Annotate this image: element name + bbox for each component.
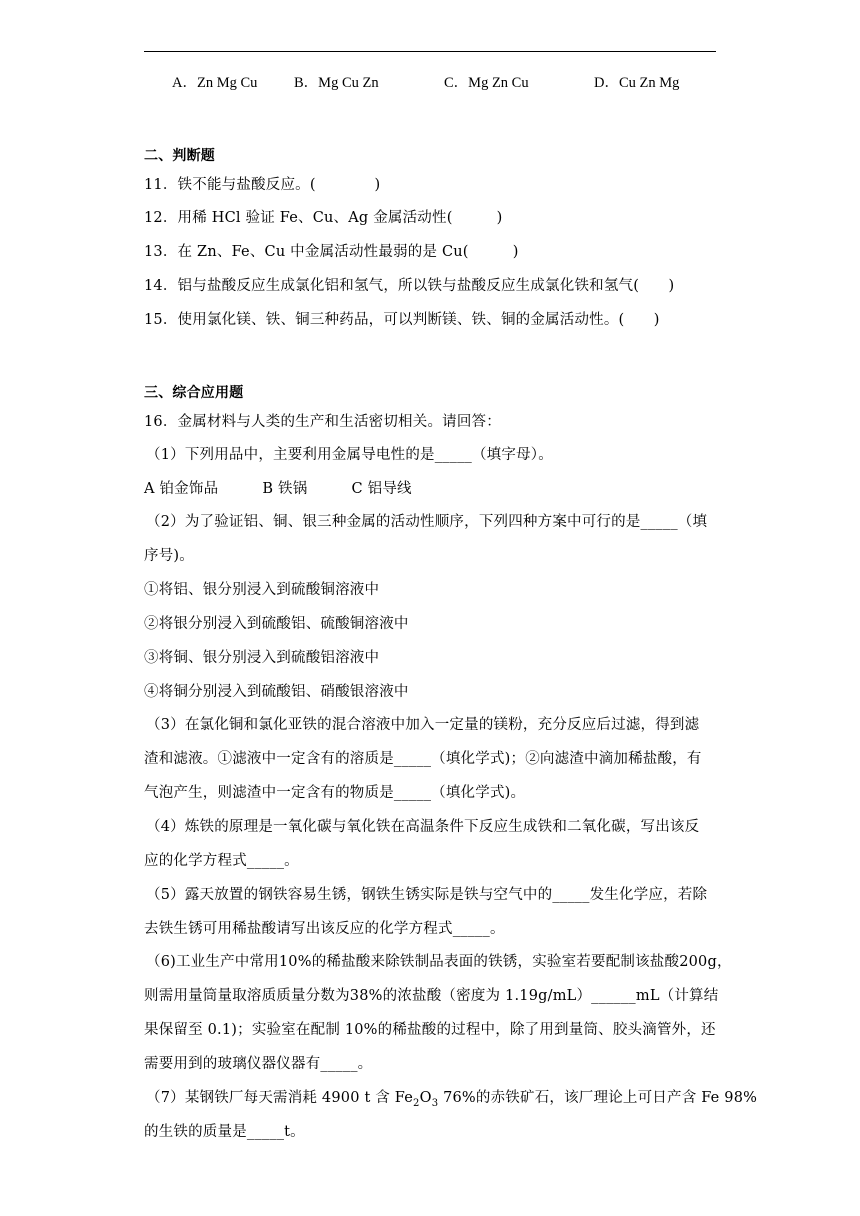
option-c: C．Mg Zn Cu xyxy=(444,75,529,91)
question-16-stem: 16．金属材料与人类的生产和生活密切相关。请回答： xyxy=(144,414,501,430)
q16-part7-cont: 的生铁的质量是_____t。 xyxy=(144,1124,305,1140)
q16-scheme-3: ③将铜、银分别浸入到硫酸铝溶液中 xyxy=(144,650,380,666)
question-13: 13．在 Zn、Fe、Cu 中金属活动性最弱的是 Cu( ) xyxy=(144,244,519,260)
q16-part6: （6)工业生产中常用10%的稀盐酸来除铁制品表面的铁锈，实验室若要配制该盐酸200g， xyxy=(146,954,732,970)
q16-part7-sub2: 3 xyxy=(431,1097,439,1109)
option-a: A．Zn Mg Cu xyxy=(172,75,258,91)
q16-part5: （5）露天放置的钢铁容易生锈，钢铁生锈实际是铁与空气中的_____发生化学应，若除 xyxy=(146,887,708,903)
q16-scheme-2: ②将银分别浸入到硫酸铝、硫酸铜溶液中 xyxy=(144,616,409,632)
q16-part5-cont: 去铁生锈可用稀盐酸请写出该反应的化学方程式_____。 xyxy=(144,921,505,937)
q16-scheme-4: ④将铜分别浸入到硫酸铝、硝酸银溶液中 xyxy=(144,684,409,700)
q16-part3: （3）在氯化铜和氯化亚铁的混合溶液中加入一定量的镁粉，充分反应后过滤，得到滤 xyxy=(146,717,700,733)
top-divider xyxy=(144,51,716,52)
q16-part7-before: （7）某钢铁厂每天需消耗 4900 t 含 Fe xyxy=(146,1090,414,1106)
question-11: 11．铁不能与盐酸反应。( ) xyxy=(144,177,381,193)
q16-part2: （2）为了验证铝、铜、银三种金属的活动性顺序，下列四种方案中可行的是_____（填 xyxy=(146,514,708,530)
q16-part6-cont3: 需要用到的玻璃仪器仪器有_____。 xyxy=(144,1056,373,1072)
q16-part6-cont1: 则需用量筒量取溶质质量分数为38%的浓盐酸（密度为 1.19g/mL）______mL（计算结 xyxy=(144,988,719,1004)
q16-part4-cont: 应的化学方程式_____。 xyxy=(144,853,299,869)
option-b: B．Mg Cu Zn xyxy=(294,75,379,91)
q16-part7-mid: O xyxy=(419,1090,432,1106)
section-heading-application: 三、综合应用题 xyxy=(144,385,244,401)
q16-part3-cont1: 渣和滤液。①滤液中一定含有的溶质是_____（填化学式)；②向滤渣中滴加稀盐酸，有 xyxy=(144,751,702,767)
q16-part1-choices: A 铂金饰品 B 铁锅 C 铝导线 xyxy=(144,481,412,497)
q16-scheme-1: ①将铝、银分别浸入到硫酸铜溶液中 xyxy=(144,582,380,598)
question-14: 14．铝与盐酸反应生成氯化铝和氢气，所以铁与盐酸反应生成氯化铁和氢气( ) xyxy=(144,278,675,294)
q16-part7-after: 76%的赤铁矿石，该厂理论上可日产含 Fe 98% xyxy=(438,1090,758,1106)
q16-part2-cont: 序号)。 xyxy=(144,548,194,564)
section-heading-judgement: 二、判断题 xyxy=(144,148,215,164)
question-12: 12．用稀 HCl 验证 Fe、Cu、Ag 金属活动性( ) xyxy=(144,210,503,226)
q16-part7 xyxy=(146,1088,757,1108)
q16-part1: （1）下列用品中，主要利用金属导电性的是_____（填字母）。 xyxy=(146,447,553,463)
question-15: 15．使用氯化镁、铁、铜三种药品，可以判断镁、铁、铜的金属活动性。( ) xyxy=(144,312,660,328)
q16-part6-cont2: 果保留至 0.1)；实验室在配制 10%的稀盐酸的过程中，除了用到量筒、胶头滴管外，还 xyxy=(144,1022,716,1038)
option-d: D．Cu Zn Mg xyxy=(594,75,680,91)
q16-part3-cont2: 气泡产生，则滤渣中一定含有的物质是_____（填化学式)。 xyxy=(144,785,526,801)
q16-part4: （4）炼铁的原理是一氧化碳与氧化铁在高温条件下反应生成铁和二氧化碳，写出该反 xyxy=(146,819,700,835)
q16-part7-sub1: 2 xyxy=(413,1097,420,1109)
